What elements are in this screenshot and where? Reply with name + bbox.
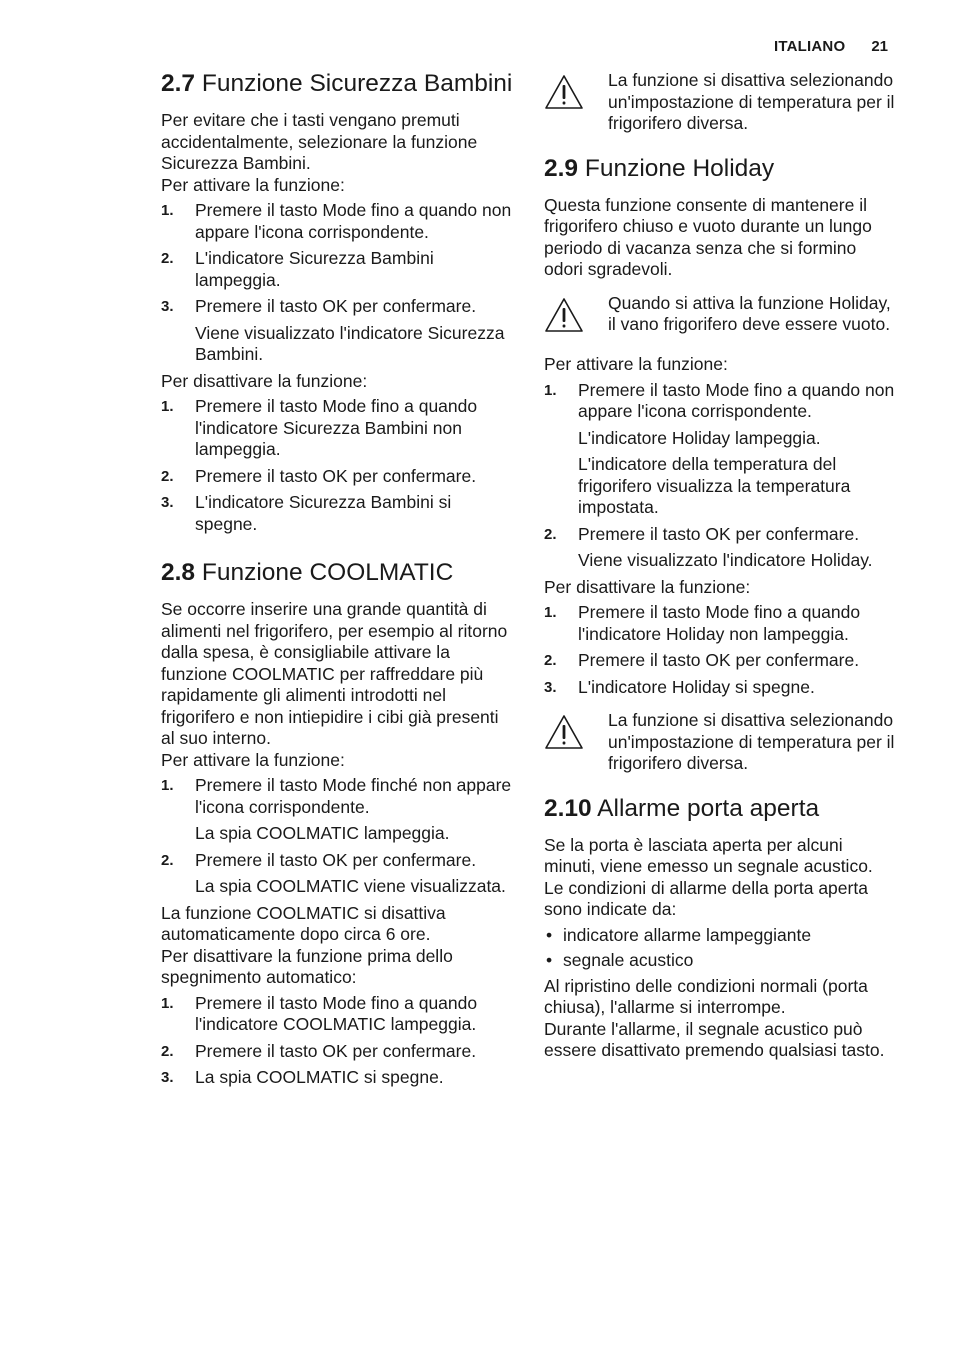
deactivate-label: Per disattivare la funzione: [544,576,751,597]
list-item: 3. L'indicatore Sicurezza Bambini si spegne. [161,492,452,534]
activate-label: Per attivare la funzione: [161,174,345,195]
list-item: 3. Premere il tasto OK per confermare. [161,296,477,316]
step-note: La spia COOLMATIC viene visualizzata. [195,876,506,896]
list-item: 2. L'indicatore Sicurezza Bambini lampeggia. [161,248,434,290]
warning-icon [544,70,608,116]
step-note: L'indicatore Holiday lampeggia. [578,427,821,448]
section-2-9-intro: Questa funzione consente di mantenere il frigorifero chiuso e vuoto durante un lungo periodo di vacanza senza che si formino odori sgradevoli. [544,194,872,279]
list-item: 2. Premere il tasto OK per confermare. [161,465,477,486]
deactivate-steps [161,993,513,1089]
section-2-8-intro: Se occorre inserire una grande quantità di alimenti nel frigorifero, per esempio al ritorno dalla spesa, è consigliabile attivare la funzione COOLMATIC per raffreddare più rapidamente gli alimenti introdotti nel frigorifero e non intiepidire i cibi già presenti al suo interno. [161,599,508,748]
warning-text: Quando si attiva la funzione Holiday, il vano frigorifero deve essere vuoto. [608,292,891,334]
list-item: 1. Premere il tasto Mode fino a quando l'indicatore Sicurezza Bambini non lampeggia. [161,396,478,459]
step-note: L'indicatore della temperatura del frigorifero visualizza la temperatura impostata. [578,454,851,517]
activate-label: Per attivare la funzione: [544,354,728,374]
list-item: • segnale acustico [546,950,694,970]
section-2-7-intro: Per evitare che i tasti vengano premuti accidentalmente, selezionare la funzione Sicurezza Bambini. [161,110,478,173]
step-note: Viene visualizzato l'indicatore Sicurezza Bambini. [195,322,505,364]
warning-box [544,70,896,135]
list-item: 2. Premere il tasto OK per confermare. [544,650,860,670]
right-column [544,70,896,1062]
alarm-silence-text: Durante l'allarme, il segnale acustico può essere disattivato premendo qualsiasi tasto. [544,1018,885,1060]
list-item: 1. Premere il tasto Mode fino a quando l'indicatore COOLMATIC lampeggia. [161,992,478,1034]
page-header [774,38,888,55]
section-2-7-heading: 2.7 Funzione Sicurezza Bambini [161,70,513,97]
left-column [161,70,513,1094]
deactivate-label: Per disattivare la funzione prima dello spegnimento automatico: [161,945,453,987]
activate-steps [161,775,513,818]
deactivate-steps [161,396,513,535]
deactivate-label: Per disattivare la funzione: [161,370,368,391]
list-item: 3. L'indicatore Holiday si spegne. [544,676,815,697]
section-2-8-heading: 2.8 Funzione COOLMATIC [161,559,454,586]
deactivate-steps [544,602,896,698]
activate-steps-cont [161,850,513,872]
list-item: 3. La spia COOLMATIC si spegne. [161,1067,444,1087]
step-note: La spia COOLMATIC lampeggia. [195,823,450,843]
activate-label: Per attivare la funzione: [161,749,345,770]
list-item: 1. Premere il tasto Mode fino a quando non appare l'icona corrispondente. [161,200,512,242]
list-item: 2. Premere il tasto OK per confermare. [161,849,477,870]
alarm-reset-text: Al ripristino delle condizioni normali (porta chiusa), l'allarme si interrompe. [544,975,868,1017]
list-item: 2. Premere il tasto OK per confermare. [544,523,860,544]
activate-steps [161,200,513,318]
auto-off-text: La funzione COOLMATIC si disattiva automaticamente dopo circa 6 ore. [161,902,446,944]
list-item: • indicatore allarme lampeggiante [546,924,812,945]
list-item: 1. Premere il tasto Mode finché non appare l'icona corrispondente. [161,775,512,817]
section-2-10-heading: 2.10 Allarme porta aperta [544,794,820,822]
alarm-indicators-list [544,925,896,972]
warning-box [544,710,896,775]
warning-text: La funzione si disattiva selezionando un'impostazione di temperatura per il frigorifero diversa. [608,710,895,773]
page-number: 21 [871,38,888,55]
warning-icon [544,710,608,756]
section-2-9-heading: 2.9 Funzione Holiday [544,154,775,182]
warning-text: La funzione si disattiva selezionando un'impostazione di temperatura per il frigorifero diversa. [608,70,895,133]
section-2-10-intro: Se la porta è lasciata aperta per alcuni minuti, viene emesso un segnale acustico. Le condizioni di allarme della porta aperta sono indicate da: [544,834,873,919]
warning-box [544,293,896,339]
list-item: 2. Premere il tasto OK per confermare. [161,1040,477,1061]
activate-steps [544,380,896,423]
list-item: 1. Premere il tasto Mode fino a quando l'indicatore Holiday non lampeggia. [544,602,861,644]
warning-icon [544,293,608,339]
step-note: Viene visualizzato l'indicatore Holiday. [578,550,873,570]
language-label: ITALIANO [774,38,846,55]
list-item: 1. Premere il tasto Mode fino a quando non appare l'icona corrispondente. [544,379,895,421]
activate-steps-cont [544,524,896,546]
